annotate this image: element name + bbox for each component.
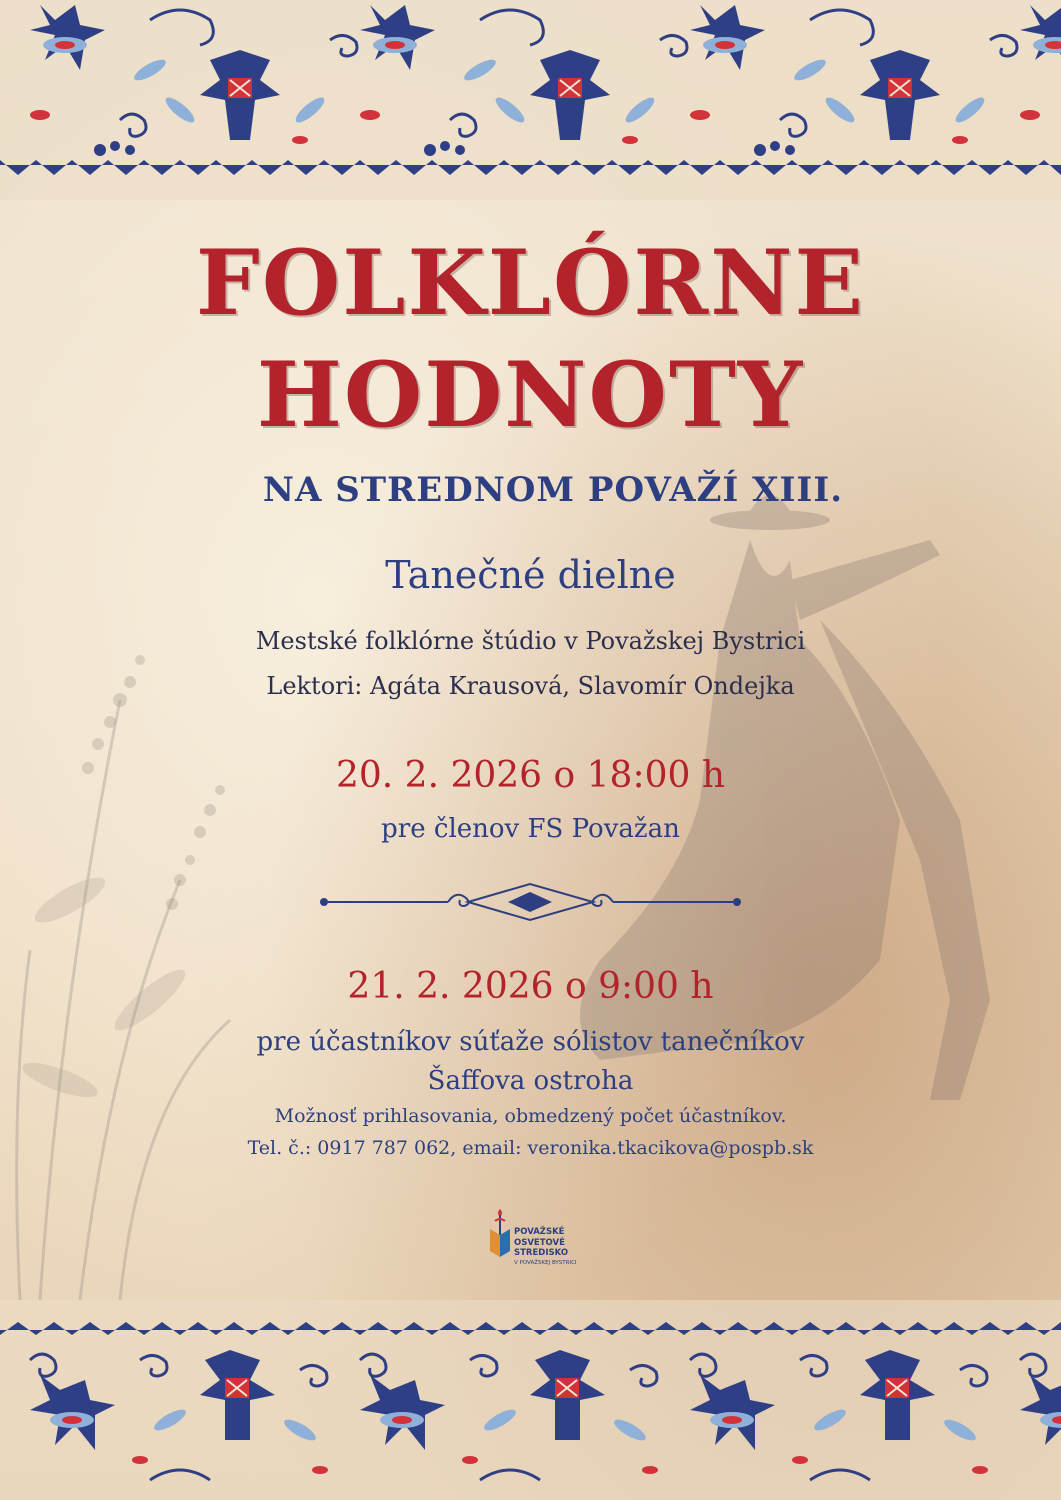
- registration-note: Možnosť prihlasovania, obmedzený počet účastníkov.: [274, 1105, 787, 1127]
- embroidery-border-top: [0, 0, 1061, 200]
- logo-line-1: POVAŽSKÉ: [514, 1227, 565, 1237]
- logo-line-2: OSVETOVÉ: [514, 1237, 565, 1248]
- session-2-date: 21. 2. 2026 o 9:00 h: [347, 966, 714, 1007]
- session-2-audience: pre účastníkov súťaže sólistov tanečníkov: [256, 1027, 805, 1057]
- poster-subtitle: NA STREDNOM POVAŽÍ XIII.: [262, 470, 844, 510]
- logo-line-3: STREDISKO: [514, 1248, 569, 1258]
- poster-title-line-2: HODNOTY: [256, 342, 805, 448]
- poster-title-line-1: FOLKLÓRNE: [195, 230, 866, 336]
- session-1-audience: pre členov FS Považan: [381, 814, 680, 844]
- ornamental-divider: [318, 880, 743, 924]
- embroidery-border-bottom: [0, 1300, 1061, 1500]
- event-lectors: Lektori: Agáta Krausová, Slavomír Ondejka: [266, 672, 795, 700]
- contact-info: Tel. č.: 0917 787 062, email: veronika.tkacikova@pospb.sk: [247, 1137, 814, 1159]
- event-heading: Tanečné dielne: [385, 553, 676, 597]
- logo-line-4: V POVAŽSKEJ BYSTRICI: [514, 1259, 577, 1266]
- event-organizer: Mestské folklórne štúdio v Považskej Bystrici: [255, 627, 806, 655]
- session-1-date: 20. 2. 2026 o 18:00 h: [335, 755, 726, 796]
- organizer-logo: [486, 1205, 606, 1265]
- logo-mark-icon: [486, 1205, 514, 1263]
- competition-name: Šaffova ostroha: [427, 1066, 634, 1096]
